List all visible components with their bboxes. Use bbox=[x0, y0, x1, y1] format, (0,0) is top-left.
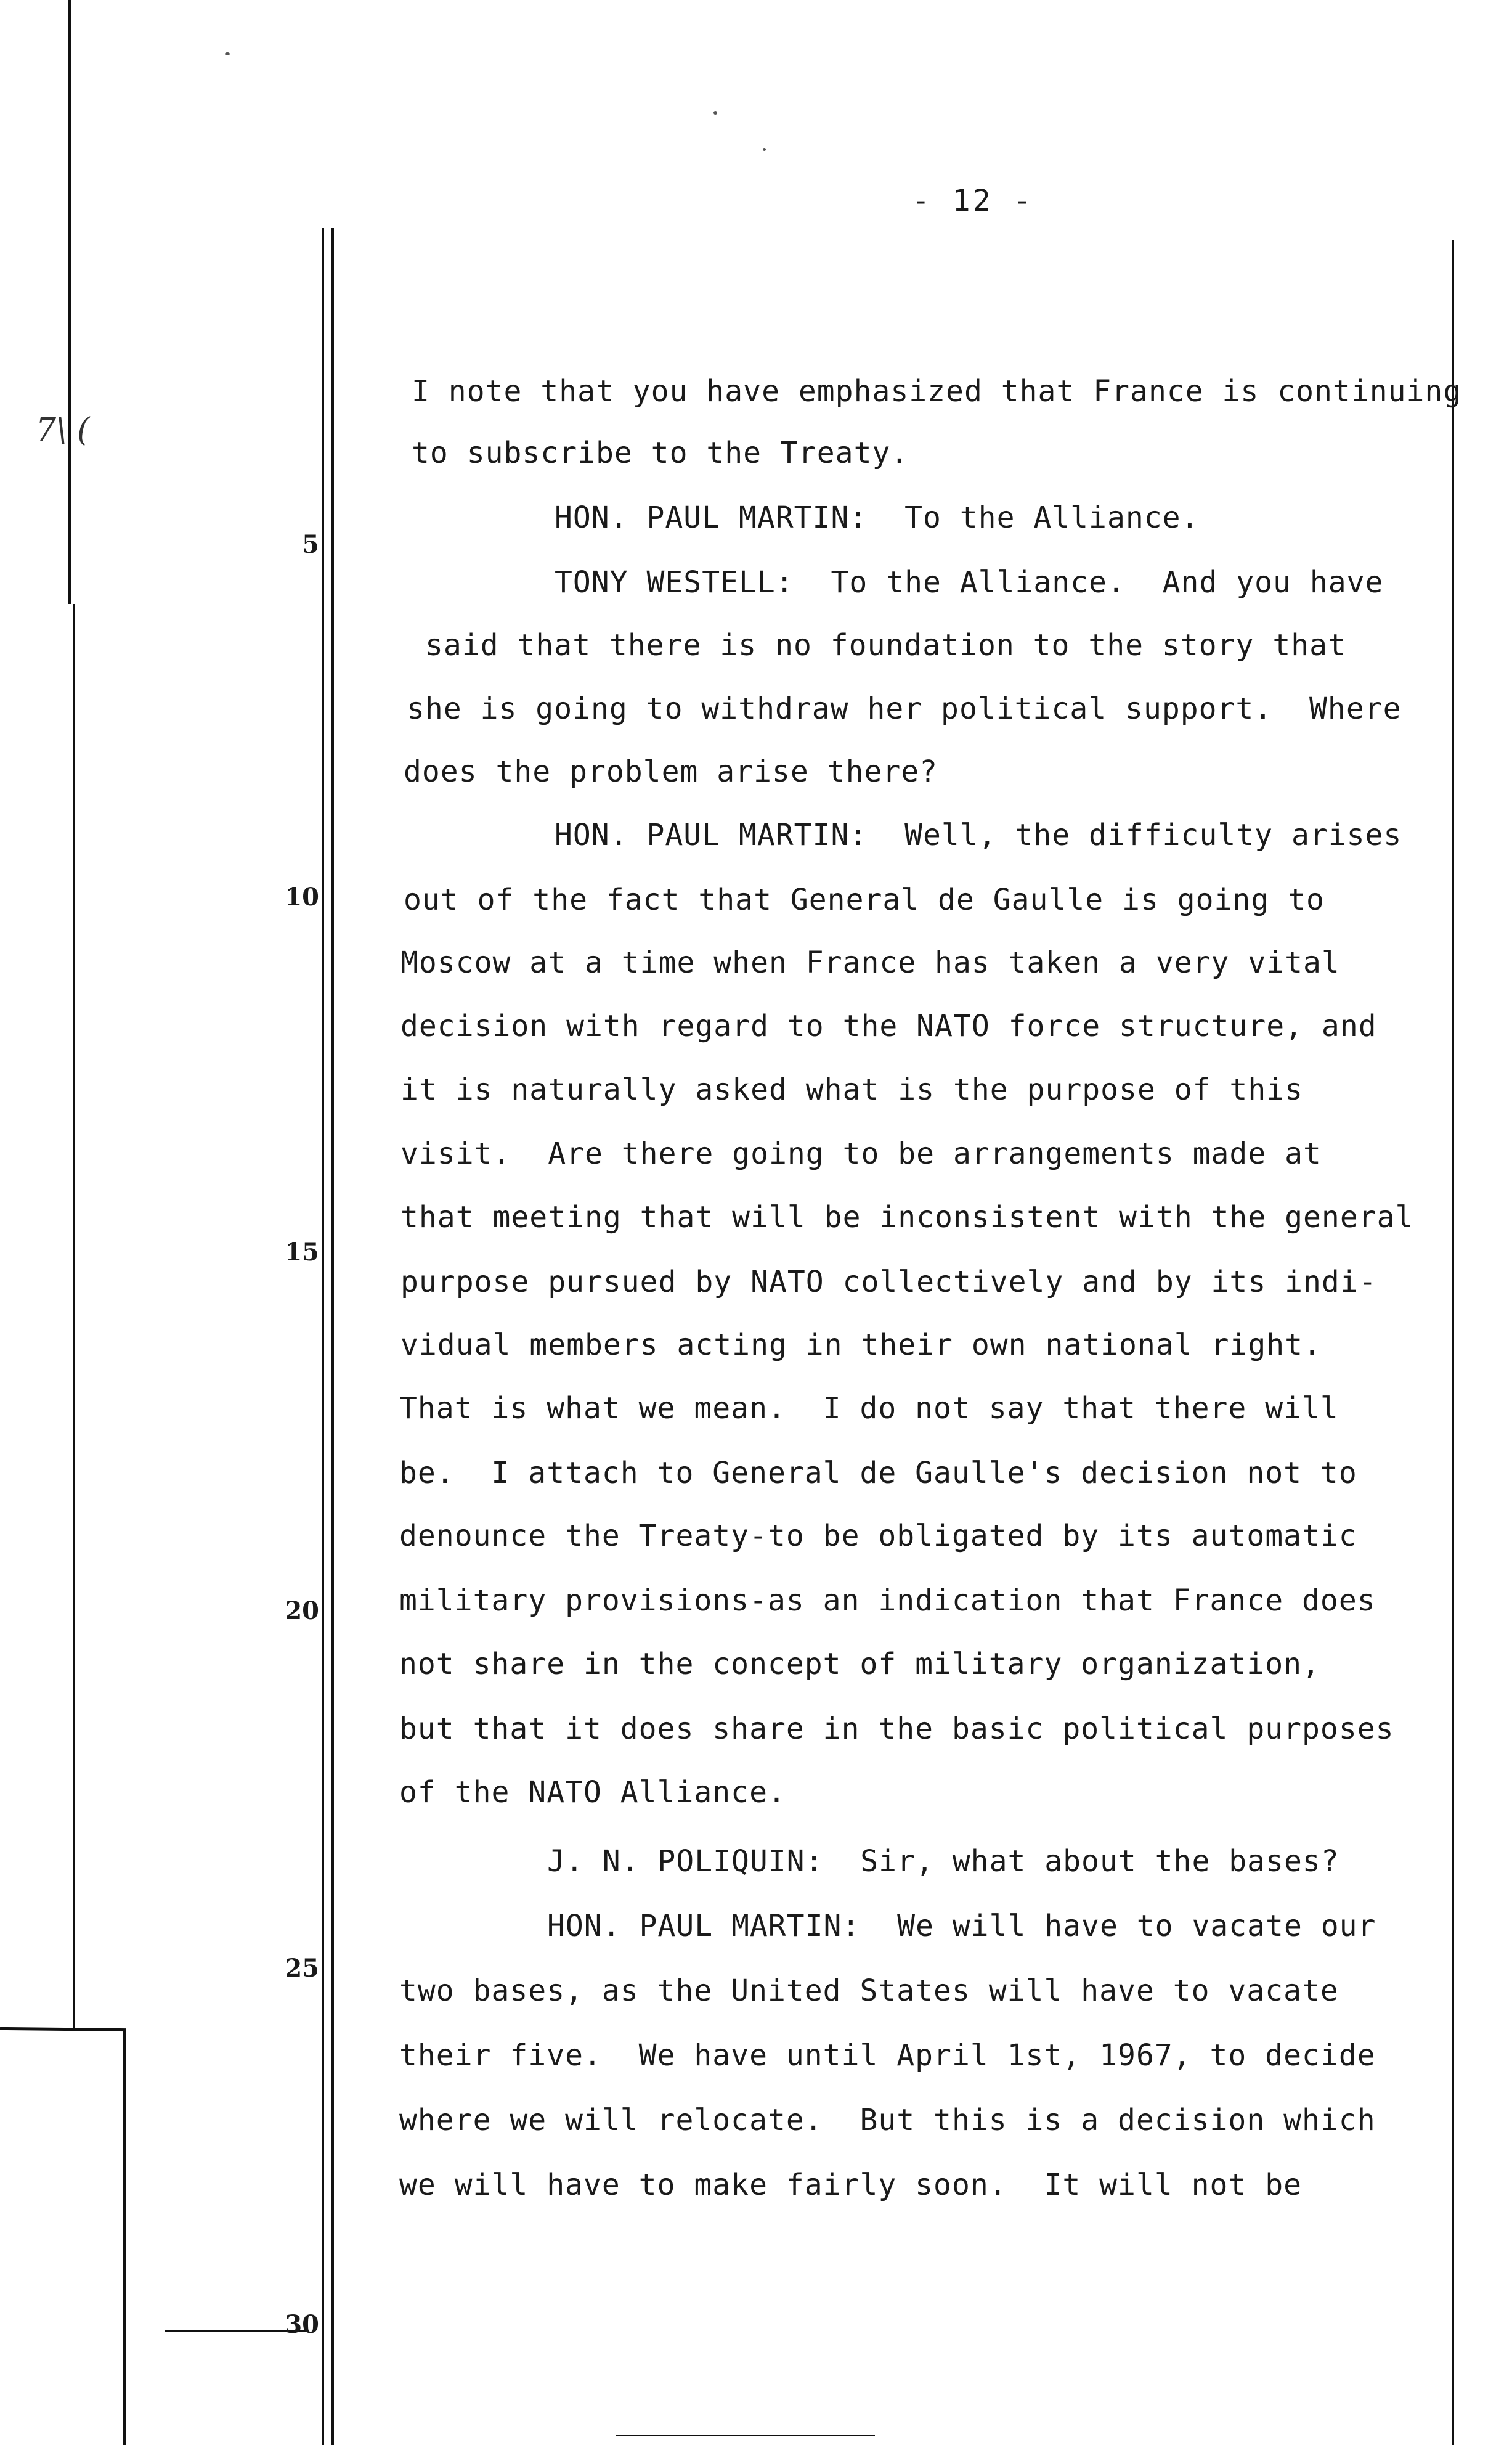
transcript-line: purpose pursued by NATO collectively and by its indi- bbox=[400, 1265, 1377, 1299]
speck bbox=[763, 148, 766, 151]
speaker-line: TONY WESTELL: To the Alliance. And you have bbox=[555, 565, 1384, 600]
line-number-5: 5 bbox=[302, 530, 319, 559]
transcript-line: where we will relocate. But this is a decision which bbox=[399, 2103, 1376, 2137]
transcript-line: denounce the Treaty-to be obligated by its automatic bbox=[399, 1519, 1357, 1553]
bottom-mark bbox=[616, 2435, 875, 2436]
transcript-line: we will have to make fairly soon. It will not be bbox=[399, 2168, 1303, 2202]
transcript-line: that meeting that will be inconsistent with the general bbox=[400, 1200, 1414, 1235]
transcript-line: it is naturally asked what is the purpose of this bbox=[400, 1072, 1304, 1107]
line-number-30: 30 bbox=[285, 2310, 319, 2339]
transcript-line: be. I attach to General de Gaulle's decision not to bbox=[399, 1456, 1357, 1490]
transcript-line: vidual members acting in their own national right. bbox=[400, 1328, 1322, 1362]
left-margin-rule bbox=[68, 0, 71, 604]
left-margin-rule-lower bbox=[73, 604, 75, 2028]
bracket-horizontal-rule bbox=[0, 2027, 126, 2031]
page-number: - 12 - bbox=[912, 184, 1034, 218]
speck bbox=[713, 111, 717, 115]
line-number-10: 10 bbox=[285, 883, 319, 912]
transcript-line: out of the fact that General de Gaulle is going to bbox=[404, 883, 1325, 917]
transcript-line: visit. Are there going to be arrangements made at bbox=[400, 1137, 1322, 1171]
transcript-line: but that it does share in the basic political purposes bbox=[399, 1712, 1394, 1746]
transcript-line: of the NATO Alliance. bbox=[399, 1775, 786, 1810]
transcript-line: decision with regard to the NATO force structure, and bbox=[400, 1009, 1377, 1043]
transcript-line: two bases, as the United States will have to vacate bbox=[399, 1974, 1339, 2008]
line-number-rule-outer bbox=[322, 228, 324, 2445]
transcript-line: does the problem arise there? bbox=[404, 754, 938, 789]
speck bbox=[225, 52, 230, 55]
line-number-15: 15 bbox=[285, 1238, 319, 1267]
bracket-vertical-rule bbox=[123, 2029, 126, 2445]
transcript-line: their five. We have until April 1st, 1967, to decide bbox=[399, 2038, 1376, 2073]
handwritten-margin-note: 7\ ( bbox=[36, 412, 90, 449]
transcript-line: That is what we mean. I do not say that there will bbox=[399, 1391, 1339, 1426]
transcript-line: she is going to withdraw her political support. Where bbox=[407, 692, 1402, 726]
line-number-rule-inner bbox=[331, 228, 334, 2445]
transcript-line: not share in the concept of military organization, bbox=[399, 1647, 1320, 1681]
speaker-line: HON. PAUL MARTIN: To the Alliance. bbox=[555, 500, 1200, 535]
transcript-line: to subscribe to the Treaty. bbox=[412, 436, 909, 470]
speaker-line: HON. PAUL MARTIN: Well, the difficulty arises bbox=[555, 818, 1402, 852]
transcript-line: Moscow at a time when France has taken a very vital bbox=[400, 945, 1340, 980]
line-number-25: 25 bbox=[285, 1954, 319, 1983]
transcript-line: said that there is no foundation to the story that bbox=[425, 628, 1346, 663]
speaker-line: J. N. POLIQUIN: Sir, what about the bases? bbox=[547, 1844, 1339, 1879]
line-number-20: 20 bbox=[285, 1596, 319, 1625]
speaker-line: HON. PAUL MARTIN: We will have to vacate our bbox=[547, 1909, 1376, 1943]
transcript-line: I note that you have emphasized that France is continuing bbox=[412, 374, 1462, 409]
transcript-line: military provisions-as an indication that France does bbox=[399, 1583, 1376, 1618]
